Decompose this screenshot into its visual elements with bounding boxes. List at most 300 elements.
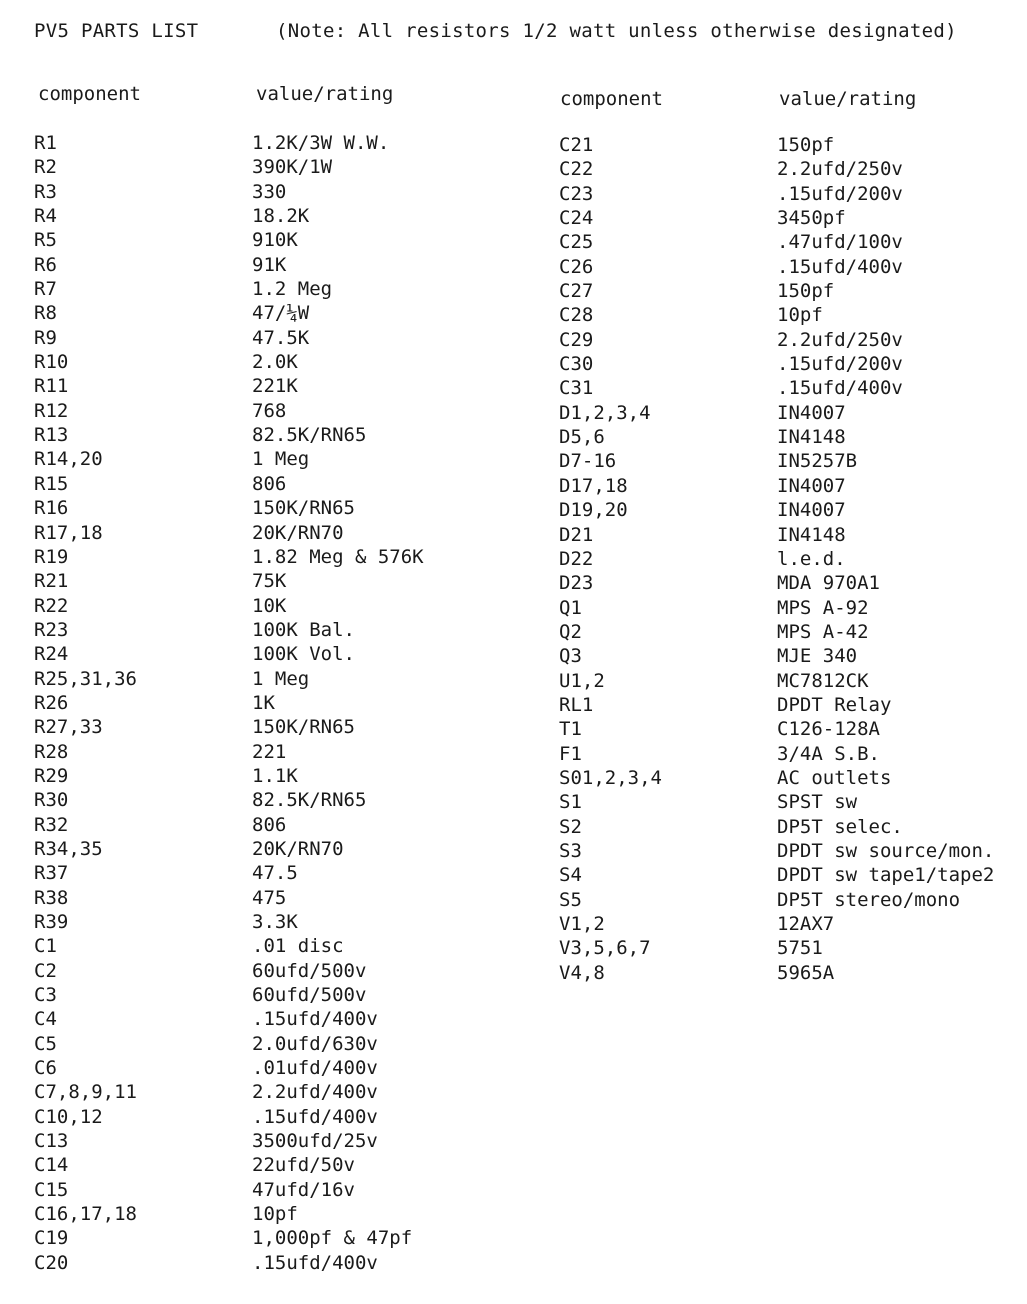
part-component-text: R6 <box>34 253 57 276</box>
part-component <box>34 618 137 642</box>
part-value <box>252 131 424 155</box>
part-component <box>34 447 137 471</box>
part-component <box>34 813 137 837</box>
part-value <box>252 1007 424 1031</box>
part-component <box>559 352 662 376</box>
part-value <box>252 496 424 520</box>
part-value <box>252 886 424 910</box>
part-value-text: 18.2K <box>252 205 310 228</box>
part-value <box>252 472 424 496</box>
part-value <box>777 888 994 912</box>
part-value <box>777 376 994 400</box>
part-value-text: IN4007 <box>777 499 846 522</box>
part-component <box>34 521 137 545</box>
part-value-text: IN5257B <box>777 450 858 473</box>
part-component <box>34 1226 137 1250</box>
part-component <box>559 547 662 571</box>
part-value <box>252 1251 424 1275</box>
part-value <box>777 839 994 863</box>
part-value <box>777 303 994 327</box>
part-value-text: IN4007 <box>777 474 846 497</box>
part-component <box>34 1056 137 1080</box>
part-value-text: 20K/RN70 <box>252 837 344 860</box>
part-component-text: C10,12 <box>34 1105 103 1128</box>
part-component <box>559 596 662 620</box>
part-component-text: R16 <box>34 497 69 520</box>
part-component <box>559 571 662 595</box>
part-component-text: S2 <box>559 815 582 838</box>
part-value-text: 47ufd/16v <box>252 1178 355 1201</box>
part-component <box>34 934 137 958</box>
part-component-text: C15 <box>34 1178 69 1201</box>
part-value <box>777 425 994 449</box>
part-component <box>559 376 662 400</box>
part-component-text: R7 <box>34 278 57 301</box>
part-component <box>34 350 137 374</box>
part-value <box>252 764 424 788</box>
part-value <box>252 861 424 885</box>
part-component <box>559 742 662 766</box>
part-component <box>34 253 137 277</box>
part-component <box>559 620 662 644</box>
part-value <box>252 983 424 1007</box>
part-component-text: R23 <box>34 618 69 641</box>
part-component-text: V1,2 <box>559 913 605 935</box>
part-value <box>252 350 424 374</box>
part-value-text: .15ufd/400v <box>252 1251 378 1274</box>
part-component-text: R26 <box>34 691 69 714</box>
part-component <box>559 936 662 960</box>
part-component-text: C21 <box>559 134 594 156</box>
part-value <box>777 230 994 254</box>
part-component-text: D23 <box>559 572 594 595</box>
part-component <box>34 545 137 569</box>
part-value <box>252 959 424 983</box>
part-value-text: IN4148 <box>777 426 846 449</box>
part-value <box>777 352 994 376</box>
part-component-text: R29 <box>34 764 69 787</box>
part-value-text: 221K <box>252 375 298 398</box>
part-value <box>252 521 424 545</box>
part-value-text: l.e.d. <box>777 547 846 570</box>
part-value-text: MJE 340 <box>777 645 858 668</box>
part-component <box>34 1202 137 1226</box>
left-value-column <box>252 131 424 1275</box>
part-value <box>252 1056 424 1080</box>
part-value-text: DP5T stereo/mono <box>777 888 961 911</box>
part-value-text: 1.82 Meg & 576K <box>252 545 424 568</box>
part-value-text: 2.2ufd/400v <box>252 1081 378 1104</box>
part-value-text: 5751 <box>777 937 823 960</box>
part-value <box>252 228 424 252</box>
part-value-text: 1.2K/3W W.W. <box>252 132 390 154</box>
part-component-text: C3 <box>34 984 57 1007</box>
part-component <box>559 401 662 425</box>
part-component <box>34 667 137 691</box>
part-component <box>34 423 137 447</box>
part-value-text: 82.5K/RN65 <box>252 424 367 447</box>
part-value <box>252 813 424 837</box>
part-component <box>34 764 137 788</box>
part-component-text: R17,18 <box>34 521 103 544</box>
part-component <box>559 157 662 181</box>
part-value <box>252 423 424 447</box>
part-component-text: R25,31,36 <box>34 667 137 690</box>
part-value <box>252 594 424 618</box>
part-value <box>252 934 424 958</box>
part-component <box>559 912 662 936</box>
part-component <box>559 279 662 303</box>
part-value <box>777 157 994 181</box>
part-value-text: SPST sw <box>777 791 858 814</box>
part-value-text: .15ufd/200v <box>777 353 903 376</box>
part-component-text: C29 <box>559 328 594 351</box>
part-component <box>559 425 662 449</box>
part-value-text: DP5T selec. <box>777 815 903 838</box>
part-value-text: 10pf <box>252 1203 298 1226</box>
part-value <box>777 717 994 741</box>
part-value <box>252 1105 424 1129</box>
part-component <box>34 1080 137 1104</box>
part-component-text: R27,33 <box>34 716 103 739</box>
part-value <box>252 301 424 325</box>
part-component <box>34 1178 137 1202</box>
part-value <box>252 1080 424 1104</box>
part-value-text: 1 Meg <box>252 448 310 471</box>
part-value-text: .01 disc <box>252 935 344 958</box>
part-component <box>559 863 662 887</box>
part-component-text: R28 <box>34 740 69 763</box>
part-value <box>252 1226 424 1250</box>
part-value-text: .15ufd/400v <box>252 1008 378 1031</box>
part-component-text: R13 <box>34 424 69 447</box>
part-value-text: 2.2ufd/250v <box>777 328 903 351</box>
part-value-text: 47/¼W <box>252 302 310 325</box>
part-component <box>559 498 662 522</box>
part-component <box>34 180 137 204</box>
part-component <box>34 861 137 885</box>
part-component <box>34 1007 137 1031</box>
part-component-text: C4 <box>34 1008 57 1031</box>
part-component <box>559 644 662 668</box>
part-value-text: 3/4A S.B. <box>777 742 880 765</box>
part-value <box>777 498 994 522</box>
part-component-text: R14,20 <box>34 448 103 471</box>
part-value <box>777 644 994 668</box>
part-component <box>34 301 137 325</box>
part-value <box>777 815 994 839</box>
part-component-text: Q3 <box>559 645 582 668</box>
part-component <box>559 693 662 717</box>
part-value-text: 2.2ufd/250v <box>777 158 903 181</box>
part-component-text: R38 <box>34 886 69 909</box>
part-value <box>777 474 994 498</box>
part-value <box>252 1032 424 1056</box>
part-value <box>252 155 424 179</box>
part-value-text: 47.5K <box>252 326 310 349</box>
part-value-text: 60ufd/500v <box>252 984 367 1007</box>
part-component <box>559 961 662 985</box>
part-value-text: 910K <box>252 229 298 252</box>
part-value-text: DPDT sw tape1/tape2 <box>777 864 995 887</box>
part-component-text: C1 <box>34 935 57 958</box>
part-value <box>777 936 994 960</box>
part-component <box>559 182 662 206</box>
part-value-text: 3.3K <box>252 911 298 933</box>
part-component <box>559 206 662 230</box>
part-value <box>252 545 424 569</box>
part-component <box>34 569 137 593</box>
part-value-text: AC outlets <box>777 766 892 789</box>
part-value-text: 390K/1W <box>252 156 333 179</box>
part-value-text: 60ufd/500v <box>252 959 367 982</box>
part-component-text: C19 <box>34 1227 69 1250</box>
part-value <box>777 620 994 644</box>
part-value <box>777 449 994 473</box>
part-component-text: R22 <box>34 594 69 617</box>
part-value <box>777 255 994 279</box>
part-component-text: R11 <box>34 375 69 398</box>
part-value-text: 1,000pf & 47pf <box>252 1227 413 1250</box>
part-value-text: 10pf <box>777 304 823 327</box>
part-value-text: 150pf <box>777 280 835 303</box>
part-component-text: D17,18 <box>559 474 628 497</box>
part-component-text: T1 <box>559 718 582 741</box>
part-component-text: C2 <box>34 959 57 982</box>
part-component <box>34 910 137 934</box>
part-component-text: C13 <box>34 1130 69 1153</box>
part-value <box>777 279 994 303</box>
part-value-text: 10K <box>252 594 287 617</box>
part-component <box>34 374 137 398</box>
part-component-text: D1,2,3,4 <box>559 401 651 424</box>
part-component-text: D21 <box>559 523 594 546</box>
part-component-text: V3,5,6,7 <box>559 937 651 960</box>
part-component-text: C30 <box>559 353 594 376</box>
part-component-text: D22 <box>559 547 594 570</box>
part-value-text: 3450pf <box>777 207 846 230</box>
part-component-text: C16,17,18 <box>34 1203 137 1226</box>
part-value-text: 150pf <box>777 134 835 156</box>
part-component-text: S5 <box>559 888 582 911</box>
part-component-text: F1 <box>559 742 582 765</box>
part-value-text: MPS A-42 <box>777 620 869 643</box>
part-component <box>559 790 662 814</box>
part-value <box>777 328 994 352</box>
part-value-text: 475 <box>252 886 287 909</box>
part-component <box>559 888 662 912</box>
part-value-text: 100K Bal. <box>252 618 355 641</box>
part-component <box>559 255 662 279</box>
part-component-text: D7-16 <box>559 450 617 473</box>
part-value <box>252 1153 424 1177</box>
part-value-text: 100K Vol. <box>252 643 355 666</box>
part-value <box>777 766 994 790</box>
right-value-header: value/rating <box>779 88 917 110</box>
part-component <box>559 839 662 863</box>
part-component-text: R34,35 <box>34 837 103 860</box>
part-value-text: 150K/RN65 <box>252 497 355 520</box>
part-component <box>559 815 662 839</box>
part-component <box>559 133 662 157</box>
part-value <box>252 204 424 228</box>
part-value-text: 150K/RN65 <box>252 716 355 739</box>
part-value <box>252 910 424 934</box>
part-value-text: 1.2 Meg <box>252 278 333 301</box>
part-component-text: R24 <box>34 643 69 666</box>
part-value-text: DPDT Relay <box>777 693 892 716</box>
part-value-text: .47ufd/100v <box>777 231 903 254</box>
part-value <box>252 374 424 398</box>
left-component-header: component <box>38 83 141 105</box>
part-component <box>34 399 137 423</box>
part-value <box>777 912 994 936</box>
part-component-text: Q2 <box>559 620 582 643</box>
part-value <box>252 691 424 715</box>
part-value-text: 91K <box>252 253 287 276</box>
part-component <box>34 740 137 764</box>
part-component-text: R8 <box>34 302 57 325</box>
part-component <box>34 691 137 715</box>
part-component-text: C28 <box>559 304 594 327</box>
document-title: PV5 PARTS LIST <box>34 20 199 42</box>
part-component-text: R9 <box>34 326 57 349</box>
part-value <box>777 669 994 693</box>
part-value <box>252 715 424 739</box>
part-component <box>34 715 137 739</box>
part-value-text: 806 <box>252 472 287 495</box>
part-value <box>252 667 424 691</box>
part-component-text: C5 <box>34 1032 57 1055</box>
part-value <box>777 961 994 985</box>
part-value-text: 47.5 <box>252 862 298 885</box>
part-component-text: C14 <box>34 1154 69 1177</box>
part-value-text: MC7812CK <box>777 669 869 692</box>
part-value <box>777 133 994 157</box>
part-value-text: 2.0ufd/630v <box>252 1032 378 1055</box>
part-component <box>559 717 662 741</box>
right-value-column <box>777 133 994 985</box>
part-component <box>34 983 137 1007</box>
part-component-text: C31 <box>559 377 594 400</box>
part-value-text: 22ufd/50v <box>252 1154 355 1177</box>
part-value-text: 330 <box>252 180 287 203</box>
part-component-text: S1 <box>559 791 582 814</box>
part-value-text: IN4007 <box>777 401 846 424</box>
part-value <box>252 1178 424 1202</box>
part-component <box>559 303 662 327</box>
part-component <box>559 230 662 254</box>
part-component-text: D5,6 <box>559 426 605 449</box>
part-component-text: R15 <box>34 472 69 495</box>
part-value <box>252 1202 424 1226</box>
part-component-text: R3 <box>34 180 57 203</box>
part-component <box>34 837 137 861</box>
part-value <box>252 447 424 471</box>
part-component-text: S4 <box>559 864 582 887</box>
part-value-text: 806 <box>252 813 287 836</box>
part-component <box>34 886 137 910</box>
part-value-text: 20K/RN70 <box>252 521 344 544</box>
part-component <box>34 959 137 983</box>
part-component <box>34 326 137 350</box>
part-component-text: R12 <box>34 399 69 422</box>
part-value <box>252 326 424 350</box>
part-value-text: MDA 970A1 <box>777 572 880 595</box>
part-value-text: 1K <box>252 691 275 714</box>
part-component-text: D19,20 <box>559 499 628 522</box>
right-component-header: component <box>560 88 663 110</box>
right-component-column <box>559 133 662 985</box>
part-component-text: C26 <box>559 255 594 278</box>
part-component <box>34 277 137 301</box>
part-component <box>559 523 662 547</box>
part-value <box>252 569 424 593</box>
part-value <box>252 180 424 204</box>
part-value <box>777 863 994 887</box>
part-component-text: R37 <box>34 862 69 885</box>
part-component-text: Q1 <box>559 596 582 619</box>
part-value-text: 1.1K <box>252 764 298 787</box>
part-component-text: C24 <box>559 207 594 230</box>
part-value <box>252 399 424 423</box>
part-value-text: .15ufd/200v <box>777 182 903 205</box>
part-value <box>777 401 994 425</box>
part-component <box>34 1105 137 1129</box>
part-value-text: DPDT sw source/mon. <box>777 839 995 862</box>
part-value <box>252 837 424 861</box>
part-component <box>34 204 137 228</box>
part-component <box>559 474 662 498</box>
part-value-text: 3500ufd/25v <box>252 1130 378 1153</box>
part-value-text: .01ufd/400v <box>252 1057 378 1080</box>
part-value <box>252 642 424 666</box>
part-component-text: C27 <box>559 280 594 303</box>
part-value <box>777 790 994 814</box>
part-value-text: 5965A <box>777 961 835 984</box>
part-value-text: 2.0K <box>252 351 298 374</box>
left-component-column <box>34 131 137 1275</box>
part-component <box>34 496 137 520</box>
part-component <box>559 328 662 352</box>
part-value <box>252 618 424 642</box>
part-component <box>34 1251 137 1275</box>
part-component-text: R30 <box>34 789 69 812</box>
part-component <box>559 449 662 473</box>
left-value-header: value/rating <box>256 83 394 105</box>
part-component-text: R2 <box>34 156 57 179</box>
part-value-text: 768 <box>252 399 287 422</box>
part-component <box>34 155 137 179</box>
part-value-text: 1 Meg <box>252 667 310 690</box>
part-value-text: .15ufd/400v <box>777 377 903 400</box>
part-component-text: R5 <box>34 229 57 252</box>
part-component-text: C22 <box>559 158 594 181</box>
part-component-text: U1,2 <box>559 669 605 692</box>
part-component-text: RL1 <box>559 693 594 716</box>
part-component-text: R4 <box>34 205 57 228</box>
part-component-text: S01,2,3,4 <box>559 766 662 789</box>
part-value <box>777 693 994 717</box>
part-value <box>777 742 994 766</box>
part-component <box>559 766 662 790</box>
part-component <box>34 1153 137 1177</box>
part-component <box>34 788 137 812</box>
part-value-text: IN4148 <box>777 523 846 546</box>
part-component-text: R19 <box>34 545 69 568</box>
part-component-text: C6 <box>34 1057 57 1080</box>
part-value <box>252 253 424 277</box>
